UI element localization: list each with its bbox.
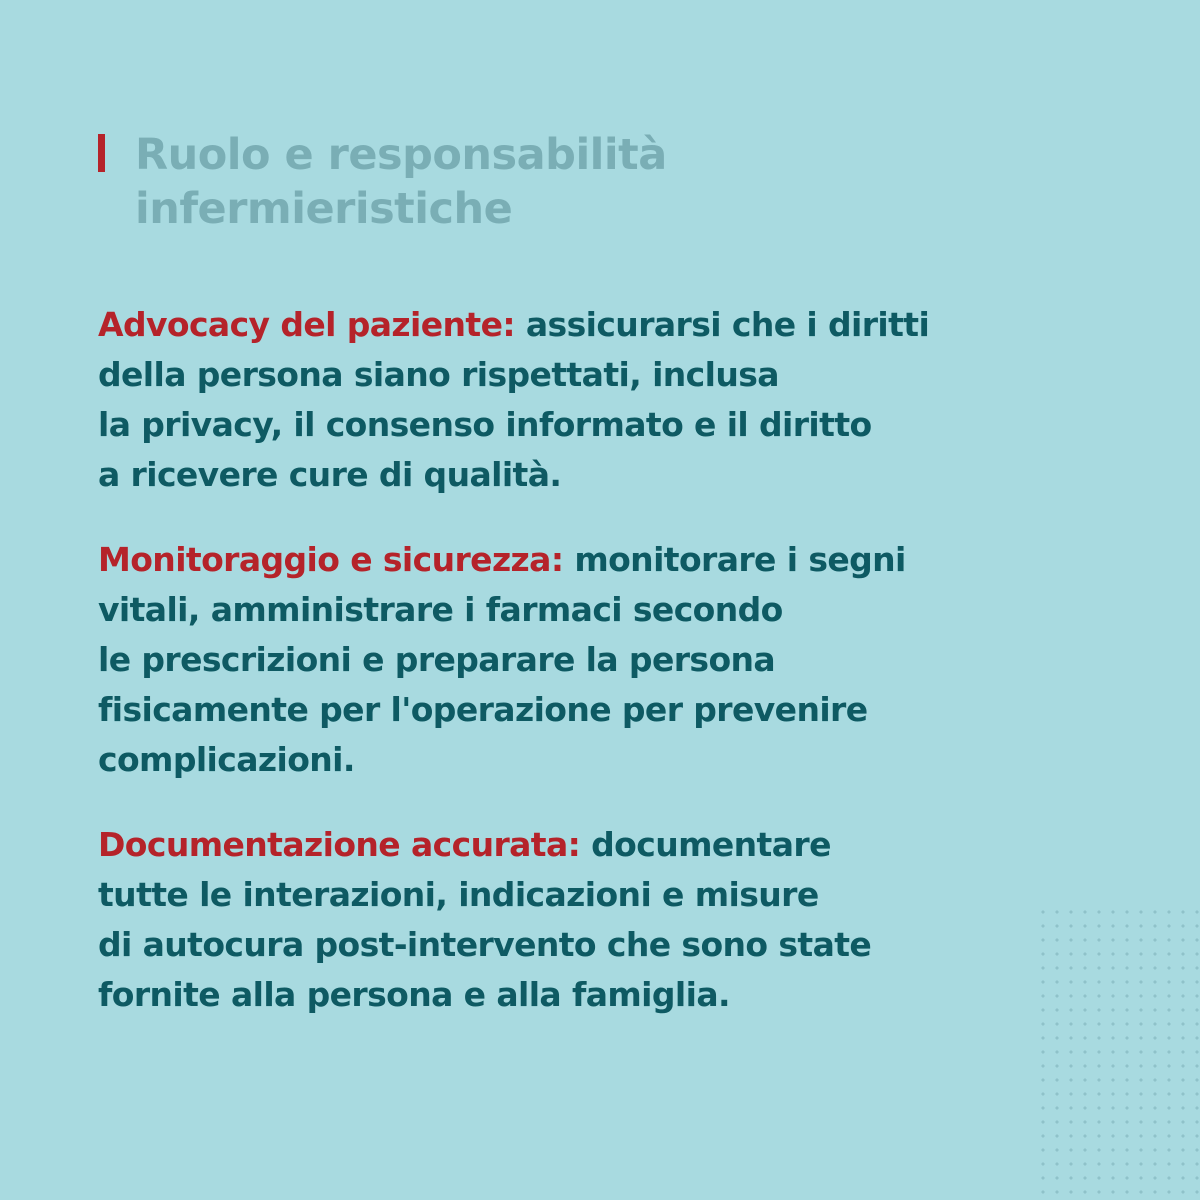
section-label: Documentazione accurata: [98,825,581,864]
section-text: la privacy, il consenso informato e il diritto [98,405,872,444]
section-documentation [98,820,1098,1020]
title-accent-bar [98,134,105,172]
responsibilities-list [98,300,1098,1055]
section-text: complicazioni. [98,740,355,779]
section-label: Advocacy del paziente: [98,305,515,344]
section-label: Monitoraggio e sicurezza: [98,540,564,579]
decorative-dot-pattern [1036,905,1200,1200]
page-title [135,128,1035,236]
section-text: tutte le interazioni, indicazioni e misure [98,875,819,914]
section-monitoring [98,535,1098,785]
title-line-2: infermieristiche [135,184,513,234]
section-text: documentare [580,825,831,864]
title-line-1: Ruolo e responsabilità [135,130,667,180]
section-text: le prescrizioni e preparare la persona [98,640,776,679]
section-text: della persona siano rispettati, inclusa [98,355,779,394]
section-text: monitorare i segni [563,540,906,579]
section-advocacy [98,300,1098,500]
section-text: a ricevere cure di qualità. [98,455,562,494]
section-text: vitali, amministrare i farmaci secondo [98,590,783,629]
section-first-line [98,820,1098,870]
section-text: di autocura post-intervento che sono state [98,925,872,964]
section-text: fisicamente per l'operazione per prevenire [98,690,868,729]
section-text: fornite alla persona e alla famiglia. [98,975,730,1014]
section-first-line [98,300,1098,350]
section-text: assicurarsi che i diritti [514,305,930,344]
section-first-line [98,535,1098,585]
